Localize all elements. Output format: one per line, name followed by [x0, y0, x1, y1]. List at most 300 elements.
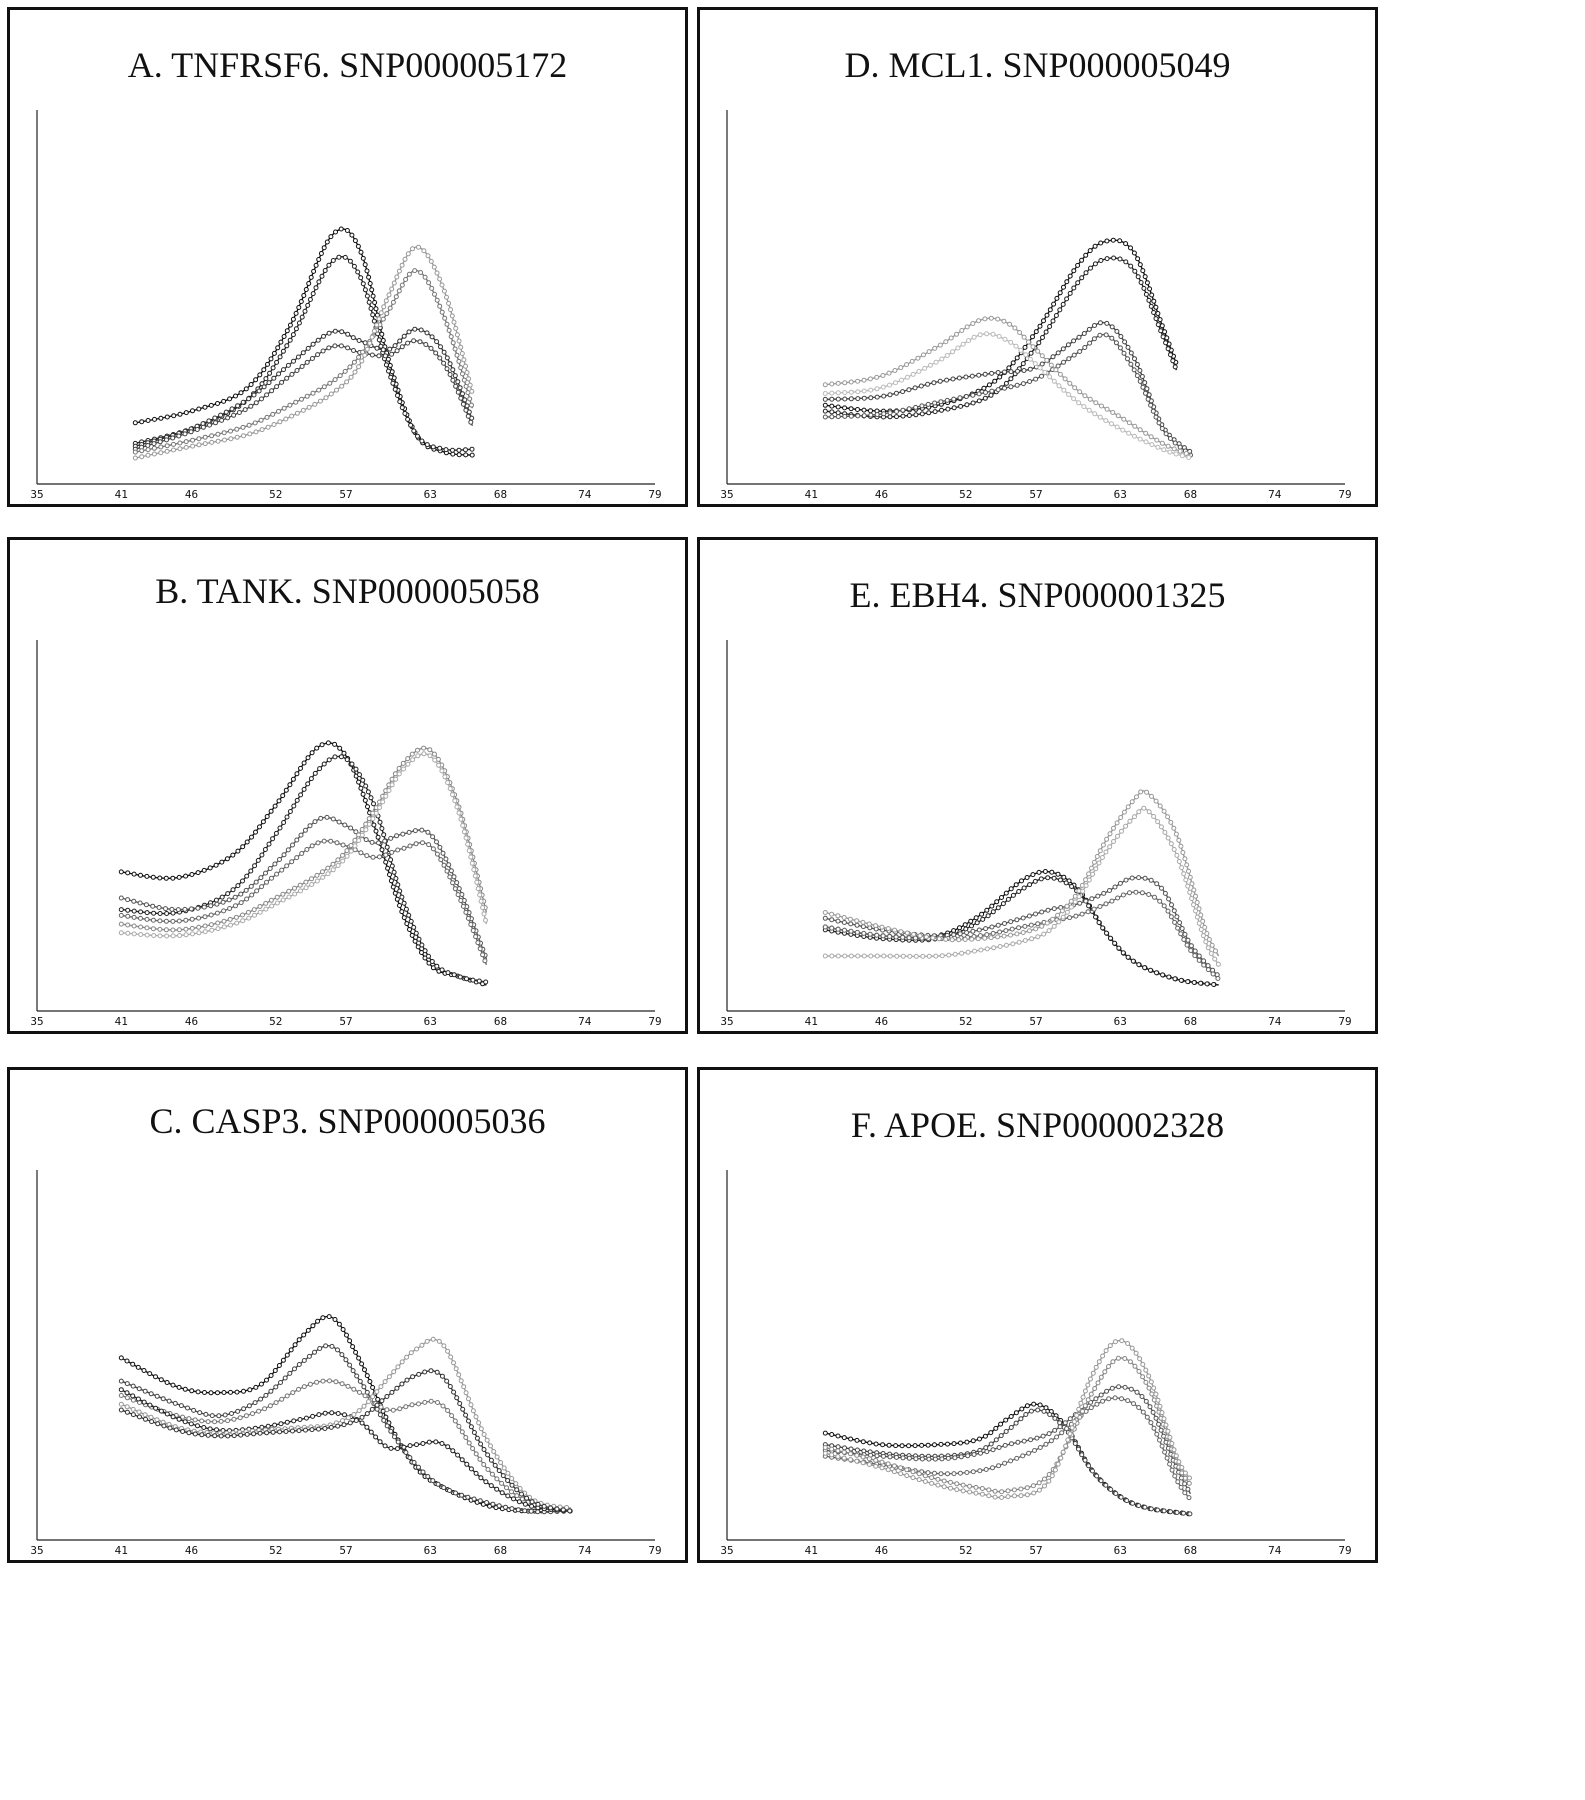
x-tick-label: 35: [720, 1015, 734, 1028]
data-point: [1092, 860, 1096, 864]
data-point: [1155, 971, 1159, 975]
data-point: [1166, 836, 1170, 840]
data-point: [449, 1355, 453, 1359]
data-point: [1139, 790, 1143, 794]
data-point: [1073, 1442, 1077, 1446]
data-point: [412, 925, 416, 929]
data-point: [1183, 1471, 1187, 1475]
data-point: [452, 320, 456, 324]
data-point: [422, 249, 426, 253]
data-point: [875, 933, 879, 937]
data-point: [836, 397, 840, 401]
data-point: [1058, 878, 1062, 882]
data-point: [158, 919, 162, 923]
data-point: [466, 916, 470, 920]
data-point: [843, 928, 847, 932]
data-point: [365, 294, 369, 298]
data-point: [381, 800, 385, 804]
x-tick-label: 68: [1183, 1015, 1198, 1028]
data-point: [983, 372, 987, 376]
data-point: [1137, 1369, 1141, 1373]
data-point: [874, 1464, 878, 1468]
data-point: [1148, 1405, 1152, 1409]
x-tick-label: 46: [874, 488, 889, 501]
data-point: [339, 755, 343, 759]
data-point: [1061, 1450, 1065, 1454]
data-point: [471, 978, 475, 982]
data-point: [1113, 941, 1117, 945]
data-point: [965, 325, 969, 329]
data-point: [483, 959, 487, 963]
data-point: [934, 954, 938, 958]
data-point: [875, 387, 879, 391]
data-point: [164, 928, 168, 932]
data-point: [365, 1412, 369, 1416]
data-point: [978, 1437, 982, 1441]
data-point: [297, 1363, 301, 1367]
data-point: [1043, 1477, 1047, 1481]
data-point: [467, 849, 471, 853]
data-point: [907, 407, 911, 411]
data-point: [208, 866, 212, 870]
data-point: [209, 904, 213, 908]
data-point: [1028, 380, 1032, 384]
data-point: [905, 375, 909, 379]
data-point: [920, 404, 924, 408]
data-point: [1058, 291, 1062, 295]
data-point: [945, 398, 949, 402]
data-point: [849, 1437, 853, 1441]
data-point: [464, 1391, 468, 1395]
data-point: [920, 412, 924, 416]
data-point: [1003, 1461, 1007, 1465]
data-point: [1041, 336, 1045, 340]
data-point: [1141, 1410, 1145, 1414]
data-point: [1068, 274, 1072, 278]
data-point: [301, 408, 305, 412]
data-point: [861, 920, 865, 924]
data-point: [1150, 1392, 1154, 1396]
data-point: [967, 339, 971, 343]
data-point: [414, 842, 418, 846]
data-point: [272, 423, 276, 427]
data-point: [219, 1419, 223, 1423]
data-point: [478, 893, 482, 897]
data-point: [283, 1376, 287, 1380]
data-point: [367, 300, 371, 304]
data-point: [220, 895, 224, 899]
data-point: [1133, 1364, 1137, 1368]
data-point: [568, 1509, 572, 1513]
data-point: [1052, 907, 1056, 911]
data-point: [1076, 281, 1080, 285]
data-point: [1132, 434, 1136, 438]
data-point: [1183, 1491, 1187, 1495]
data-point: [1197, 954, 1201, 958]
data-point: [370, 840, 374, 844]
data-point: [140, 455, 144, 459]
chart-title: A. TNFRSF6. SNP000005172: [127, 45, 568, 85]
data-point: [257, 1409, 261, 1413]
data-point: [1162, 448, 1166, 452]
data-point: [137, 1387, 141, 1391]
data-point: [119, 1379, 123, 1383]
data-point: [1097, 861, 1101, 865]
data-point: [314, 263, 318, 267]
data-point: [1145, 387, 1149, 391]
data-point: [849, 380, 853, 384]
data-point: [1003, 370, 1007, 374]
data-point: [506, 1494, 510, 1498]
data-point: [295, 369, 299, 373]
data-point: [1160, 886, 1164, 890]
data-point: [348, 365, 352, 369]
data-point: [1133, 815, 1137, 819]
data-point: [420, 828, 424, 832]
data-point: [132, 899, 136, 903]
data-point: [1083, 1389, 1087, 1393]
data-point: [1022, 1439, 1026, 1443]
chart-title: E. EBH4. SNP000001325: [849, 575, 1226, 615]
data-point: [868, 1441, 872, 1445]
data-point: [1040, 910, 1044, 914]
data-point: [431, 1337, 435, 1341]
data-point: [823, 383, 827, 387]
data-point: [1004, 943, 1008, 947]
data-point: [1157, 421, 1161, 425]
data-point: [905, 931, 909, 935]
data-point: [484, 918, 488, 922]
data-point: [1052, 302, 1056, 306]
data-point: [459, 345, 463, 349]
data-point: [1179, 932, 1183, 936]
data-point: [965, 403, 969, 407]
data-point: [310, 1428, 314, 1432]
data-point: [970, 937, 974, 941]
data-point: [181, 1430, 185, 1434]
data-point: [450, 314, 454, 318]
data-point: [1152, 815, 1156, 819]
data-point: [888, 383, 892, 387]
data-point: [486, 1453, 490, 1457]
data-point: [278, 355, 282, 359]
data-point: [842, 1436, 846, 1440]
data-point: [411, 247, 415, 251]
data-point: [435, 852, 439, 856]
data-point: [126, 898, 130, 902]
data-point: [441, 851, 445, 855]
data-point: [357, 355, 361, 359]
data-point: [1088, 341, 1092, 345]
data-point: [1167, 897, 1171, 901]
data-point: [1138, 379, 1142, 383]
data-point: [875, 413, 879, 417]
panel-f: [697, 1067, 1378, 1563]
data-point: [320, 870, 324, 874]
data-point: [385, 312, 389, 316]
data-point: [293, 1367, 297, 1371]
data-point: [1068, 916, 1072, 920]
x-tick-label: 35: [720, 1544, 734, 1557]
data-point: [985, 947, 989, 951]
data-point: [407, 913, 411, 917]
data-point: [425, 443, 429, 447]
data-point: [1036, 1408, 1040, 1412]
data-point: [830, 397, 834, 401]
data-point: [908, 954, 912, 958]
data-point: [1111, 411, 1115, 415]
data-point: [1209, 952, 1213, 956]
data-point: [306, 346, 310, 350]
data-point: [308, 298, 312, 302]
data-point: [451, 881, 455, 885]
data-point: [520, 1492, 524, 1496]
data-point: [438, 304, 442, 308]
data-point: [923, 1474, 927, 1478]
data-point: [1072, 397, 1076, 401]
data-point: [387, 789, 391, 793]
data-point: [1188, 875, 1192, 879]
data-point: [472, 868, 476, 872]
data-point: [934, 360, 938, 364]
data-point: [257, 389, 261, 393]
data-point: [319, 816, 323, 820]
data-point: [333, 344, 337, 348]
data-point: [279, 1381, 283, 1385]
data-point: [474, 1471, 478, 1475]
data-point: [1187, 1496, 1191, 1500]
data-point: [136, 1365, 140, 1369]
data-point: [1032, 1491, 1036, 1495]
data-point: [215, 902, 219, 906]
data-point: [215, 911, 219, 915]
data-point: [287, 889, 291, 893]
data-point: [974, 1485, 978, 1489]
data-point: [830, 391, 834, 395]
data-point: [933, 1443, 937, 1447]
series-line: [121, 1371, 570, 1511]
data-point: [862, 396, 866, 400]
data-point: [989, 1442, 993, 1446]
data-point: [451, 448, 455, 452]
data-point: [1037, 1481, 1041, 1485]
data-point: [836, 927, 840, 931]
data-point: [1149, 435, 1153, 439]
data-point: [394, 295, 398, 299]
data-point: [1206, 946, 1210, 950]
data-point: [220, 860, 224, 864]
data-point: [377, 354, 381, 358]
data-point: [1140, 375, 1144, 379]
data-point: [830, 415, 834, 419]
data-point: [159, 445, 163, 449]
data-point: [356, 244, 360, 248]
data-point: [139, 933, 143, 937]
data-point: [357, 839, 361, 843]
data-point: [405, 1378, 409, 1382]
data-point: [397, 289, 401, 293]
data-point: [449, 869, 453, 873]
x-tick-label: 79: [648, 1015, 662, 1028]
data-point: [1166, 347, 1170, 351]
data-point: [125, 1410, 129, 1414]
data-point: [327, 331, 331, 335]
data-point: [470, 389, 474, 393]
data-point: [291, 1429, 295, 1433]
data-point: [443, 775, 447, 779]
data-point: [478, 1457, 482, 1461]
data-point: [203, 405, 207, 409]
data-point: [1144, 440, 1148, 444]
data-point: [461, 1407, 465, 1411]
data-point: [914, 954, 918, 958]
x-tick-label: 63: [1113, 1544, 1127, 1557]
x-tick-label: 41: [114, 488, 128, 501]
data-point: [383, 1444, 387, 1448]
data-point: [177, 1417, 181, 1421]
data-point: [451, 1449, 455, 1453]
data-point: [1102, 891, 1106, 895]
data-point: [306, 303, 310, 307]
data-point: [244, 387, 248, 391]
data-point: [1009, 920, 1013, 924]
data-point: [881, 374, 885, 378]
data-point: [457, 1424, 461, 1428]
data-point: [949, 1486, 953, 1490]
data-point: [161, 1397, 165, 1401]
data-point: [453, 799, 457, 803]
data-point: [1110, 422, 1114, 426]
data-point: [466, 842, 470, 846]
data-point: [1040, 362, 1044, 366]
data-point: [918, 934, 922, 938]
data-point: [400, 1360, 404, 1364]
data-point: [1034, 330, 1038, 334]
data-point: [269, 357, 273, 361]
data-point: [322, 762, 326, 766]
data-point: [271, 1430, 275, 1434]
data-point: [1157, 1422, 1161, 1426]
data-point: [1120, 829, 1124, 833]
data-point: [1054, 368, 1058, 372]
data-point: [271, 366, 275, 370]
data-point: [1173, 365, 1177, 369]
data-point: [466, 414, 470, 418]
data-point: [1190, 897, 1194, 901]
data-point: [1011, 942, 1015, 946]
x-tick-label: 63: [423, 488, 437, 501]
data-point: [1144, 391, 1148, 395]
data-point: [1213, 957, 1217, 961]
data-point: [984, 1468, 988, 1472]
data-point: [297, 1387, 301, 1391]
data-point: [888, 393, 892, 397]
data-point: [1039, 877, 1043, 881]
data-point: [952, 1442, 956, 1446]
data-point: [1035, 1436, 1039, 1440]
data-point: [461, 402, 465, 406]
data-point: [510, 1483, 514, 1487]
data-point: [1160, 1444, 1164, 1448]
data-point: [250, 893, 254, 897]
data-point: [340, 1382, 344, 1386]
data-point: [446, 971, 450, 975]
data-point: [1008, 322, 1012, 326]
data-point: [334, 230, 338, 234]
data-point: [1115, 821, 1119, 825]
data-point: [1124, 260, 1128, 264]
data-point: [353, 370, 357, 374]
data-point: [1067, 393, 1071, 397]
data-point: [377, 317, 381, 321]
x-tick-label: 57: [1029, 488, 1043, 501]
data-point: [364, 838, 368, 842]
data-point: [461, 372, 465, 376]
data-point: [926, 402, 930, 406]
data-point: [1156, 1508, 1160, 1512]
data-point: [275, 385, 279, 389]
data-point: [869, 388, 873, 392]
data-point: [226, 892, 230, 896]
data-point: [214, 898, 218, 902]
data-point: [895, 954, 899, 958]
data-point: [290, 372, 294, 376]
data-point: [395, 349, 399, 353]
data-point: [506, 1471, 510, 1475]
data-point: [1063, 1421, 1067, 1425]
data-point: [345, 1333, 349, 1337]
data-point: [191, 438, 195, 442]
data-point: [241, 879, 245, 883]
data-point: [1128, 1360, 1132, 1364]
data-point: [306, 1328, 310, 1332]
data-point: [278, 826, 282, 830]
data-point: [1099, 1393, 1103, 1397]
data-point: [222, 919, 226, 923]
data-point: [1141, 269, 1145, 273]
data-point: [151, 904, 155, 908]
data-point: [1126, 357, 1130, 361]
data-point: [357, 339, 361, 343]
data-point: [983, 317, 987, 321]
data-point: [1180, 1466, 1184, 1470]
data-point: [1088, 397, 1092, 401]
data-point: [505, 1486, 509, 1490]
data-point: [322, 246, 326, 250]
data-point: [396, 1440, 400, 1444]
data-point: [177, 928, 181, 932]
data-point: [366, 805, 370, 809]
data-point: [431, 445, 435, 449]
data-point: [429, 1369, 433, 1373]
data-point: [977, 373, 981, 377]
data-point: [278, 420, 282, 424]
data-point: [284, 417, 288, 421]
data-point: [329, 235, 333, 239]
data-point: [136, 1397, 140, 1401]
data-point: [266, 1424, 270, 1428]
data-point: [933, 410, 937, 414]
data-point: [139, 916, 143, 920]
data-point: [442, 1344, 446, 1348]
data-point: [922, 353, 926, 357]
data-point: [223, 438, 227, 442]
data-point: [952, 1472, 956, 1476]
data-point: [1053, 1416, 1057, 1420]
data-point: [388, 306, 392, 310]
data-point: [1168, 1435, 1172, 1439]
data-point: [374, 1435, 378, 1439]
